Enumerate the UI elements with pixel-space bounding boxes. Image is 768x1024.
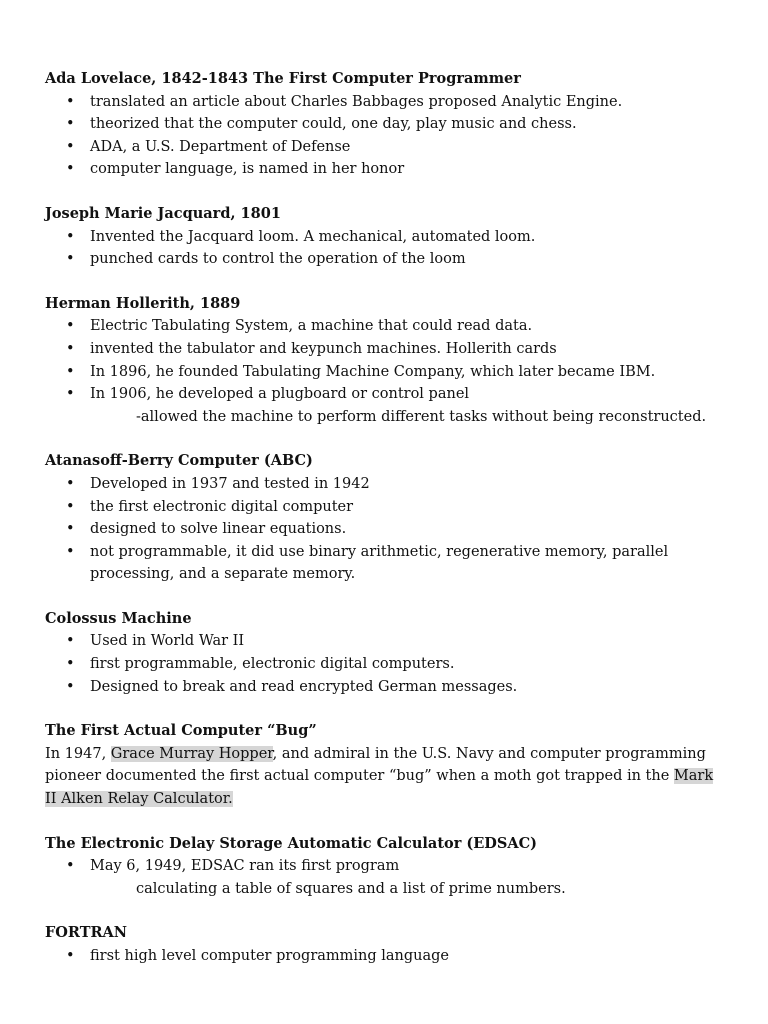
- bullet-item: • first programmable, electronic digital computers.: [45, 653, 728, 676]
- bullet-item: • punched cards to control the operation of the loom: [45, 248, 728, 271]
- section-heading: FORTRAN: [45, 924, 128, 942]
- bullet-item: • translated an article about Charles Babbages proposed Analytic Engine.: [45, 91, 728, 114]
- bullet-item: • May 6, 1949, EDSAC ran its first program: [45, 855, 728, 878]
- bullet-item: • Used in World War II: [45, 630, 728, 653]
- bullet-list: [45, 945, 728, 968]
- section-fortran: [45, 922, 728, 967]
- bullet-list: [45, 315, 728, 405]
- section-heading: The Electronic Delay Storage Automatic Calculator (EDSAC): [45, 834, 537, 852]
- section-hollerith: [45, 293, 728, 429]
- bullet-list: [45, 855, 728, 878]
- section-heading: Colossus Machine: [45, 609, 192, 627]
- section-jacquard: [45, 203, 728, 271]
- bullet-list: [45, 91, 728, 181]
- bullet-item: • ADA, a U.S. Department of Defense: [45, 136, 728, 159]
- bullet-item: • invented the tabulator and keypunch machines. Hollerith cards: [45, 338, 728, 361]
- paragraph-text: , and admiral in the U.S. Navy and computer programming pioneer documented the first actual computer “bug” when a moth got trapped in the: [45, 745, 706, 785]
- bug-paragraph: [45, 743, 728, 811]
- bullet-item: • not programmable, it did use binary arithmetic, regenerative memory, parallel processing, and a separate memory.: [45, 541, 728, 586]
- section-heading: The First Actual Computer “Bug”: [45, 722, 317, 740]
- indented-note: calculating a table of squares and a list of prime numbers.: [136, 880, 566, 897]
- bullet-item: • In 1896, he founded Tabulating Machine Company, which later became IBM.: [45, 361, 728, 384]
- bullet-item: • Electric Tabulating System, a machine that could read data.: [45, 315, 728, 338]
- bullet-item: • Invented the Jacquard loom. A mechanical, automated loom.: [45, 226, 728, 249]
- section-heading: Atanasoff-Berry Computer (ABC): [45, 452, 313, 470]
- section-ada-lovelace: [45, 68, 728, 181]
- section-abc: [45, 450, 728, 586]
- bullet-item: • Designed to break and read encrypted German messages.: [45, 676, 728, 699]
- section-heading: Ada Lovelace, 1842-1843 The First Computer Programmer: [45, 70, 521, 87]
- section-heading: Joseph Marie Jacquard, 1801: [45, 204, 281, 222]
- paragraph-text: In 1947,: [45, 745, 111, 762]
- highlighted-text: Grace Murray Hopper: [110, 745, 273, 762]
- highlighted-text: Mark II Alken Relay Calculator.: [45, 768, 714, 808]
- bullet-item: • the first electronic digital computer: [45, 496, 728, 519]
- bullet-list: [45, 630, 728, 698]
- section-colossus: [45, 608, 728, 698]
- bullet-item: • Developed in 1937 and tested in 1942: [45, 473, 728, 496]
- bullet-list: [45, 473, 728, 586]
- bullet-list: [45, 226, 728, 271]
- section-heading: Herman Hollerith, 1889: [45, 294, 241, 312]
- indented-note: -allowed the machine to perform different tasks without being reconstructed.: [136, 408, 707, 425]
- bullet-item: • computer language, is named in her honor: [45, 158, 728, 181]
- bullet-item: • first high level computer programming language: [45, 945, 728, 968]
- section-edsac: [45, 833, 728, 901]
- bullet-item: • designed to solve linear equations.: [45, 518, 728, 541]
- bullet-item: • theorized that the computer could, one day, play music and chess.: [45, 113, 728, 136]
- section-computer-bug: [45, 720, 728, 810]
- bullet-item: • In 1906, he developed a plugboard or control panel: [45, 383, 728, 406]
